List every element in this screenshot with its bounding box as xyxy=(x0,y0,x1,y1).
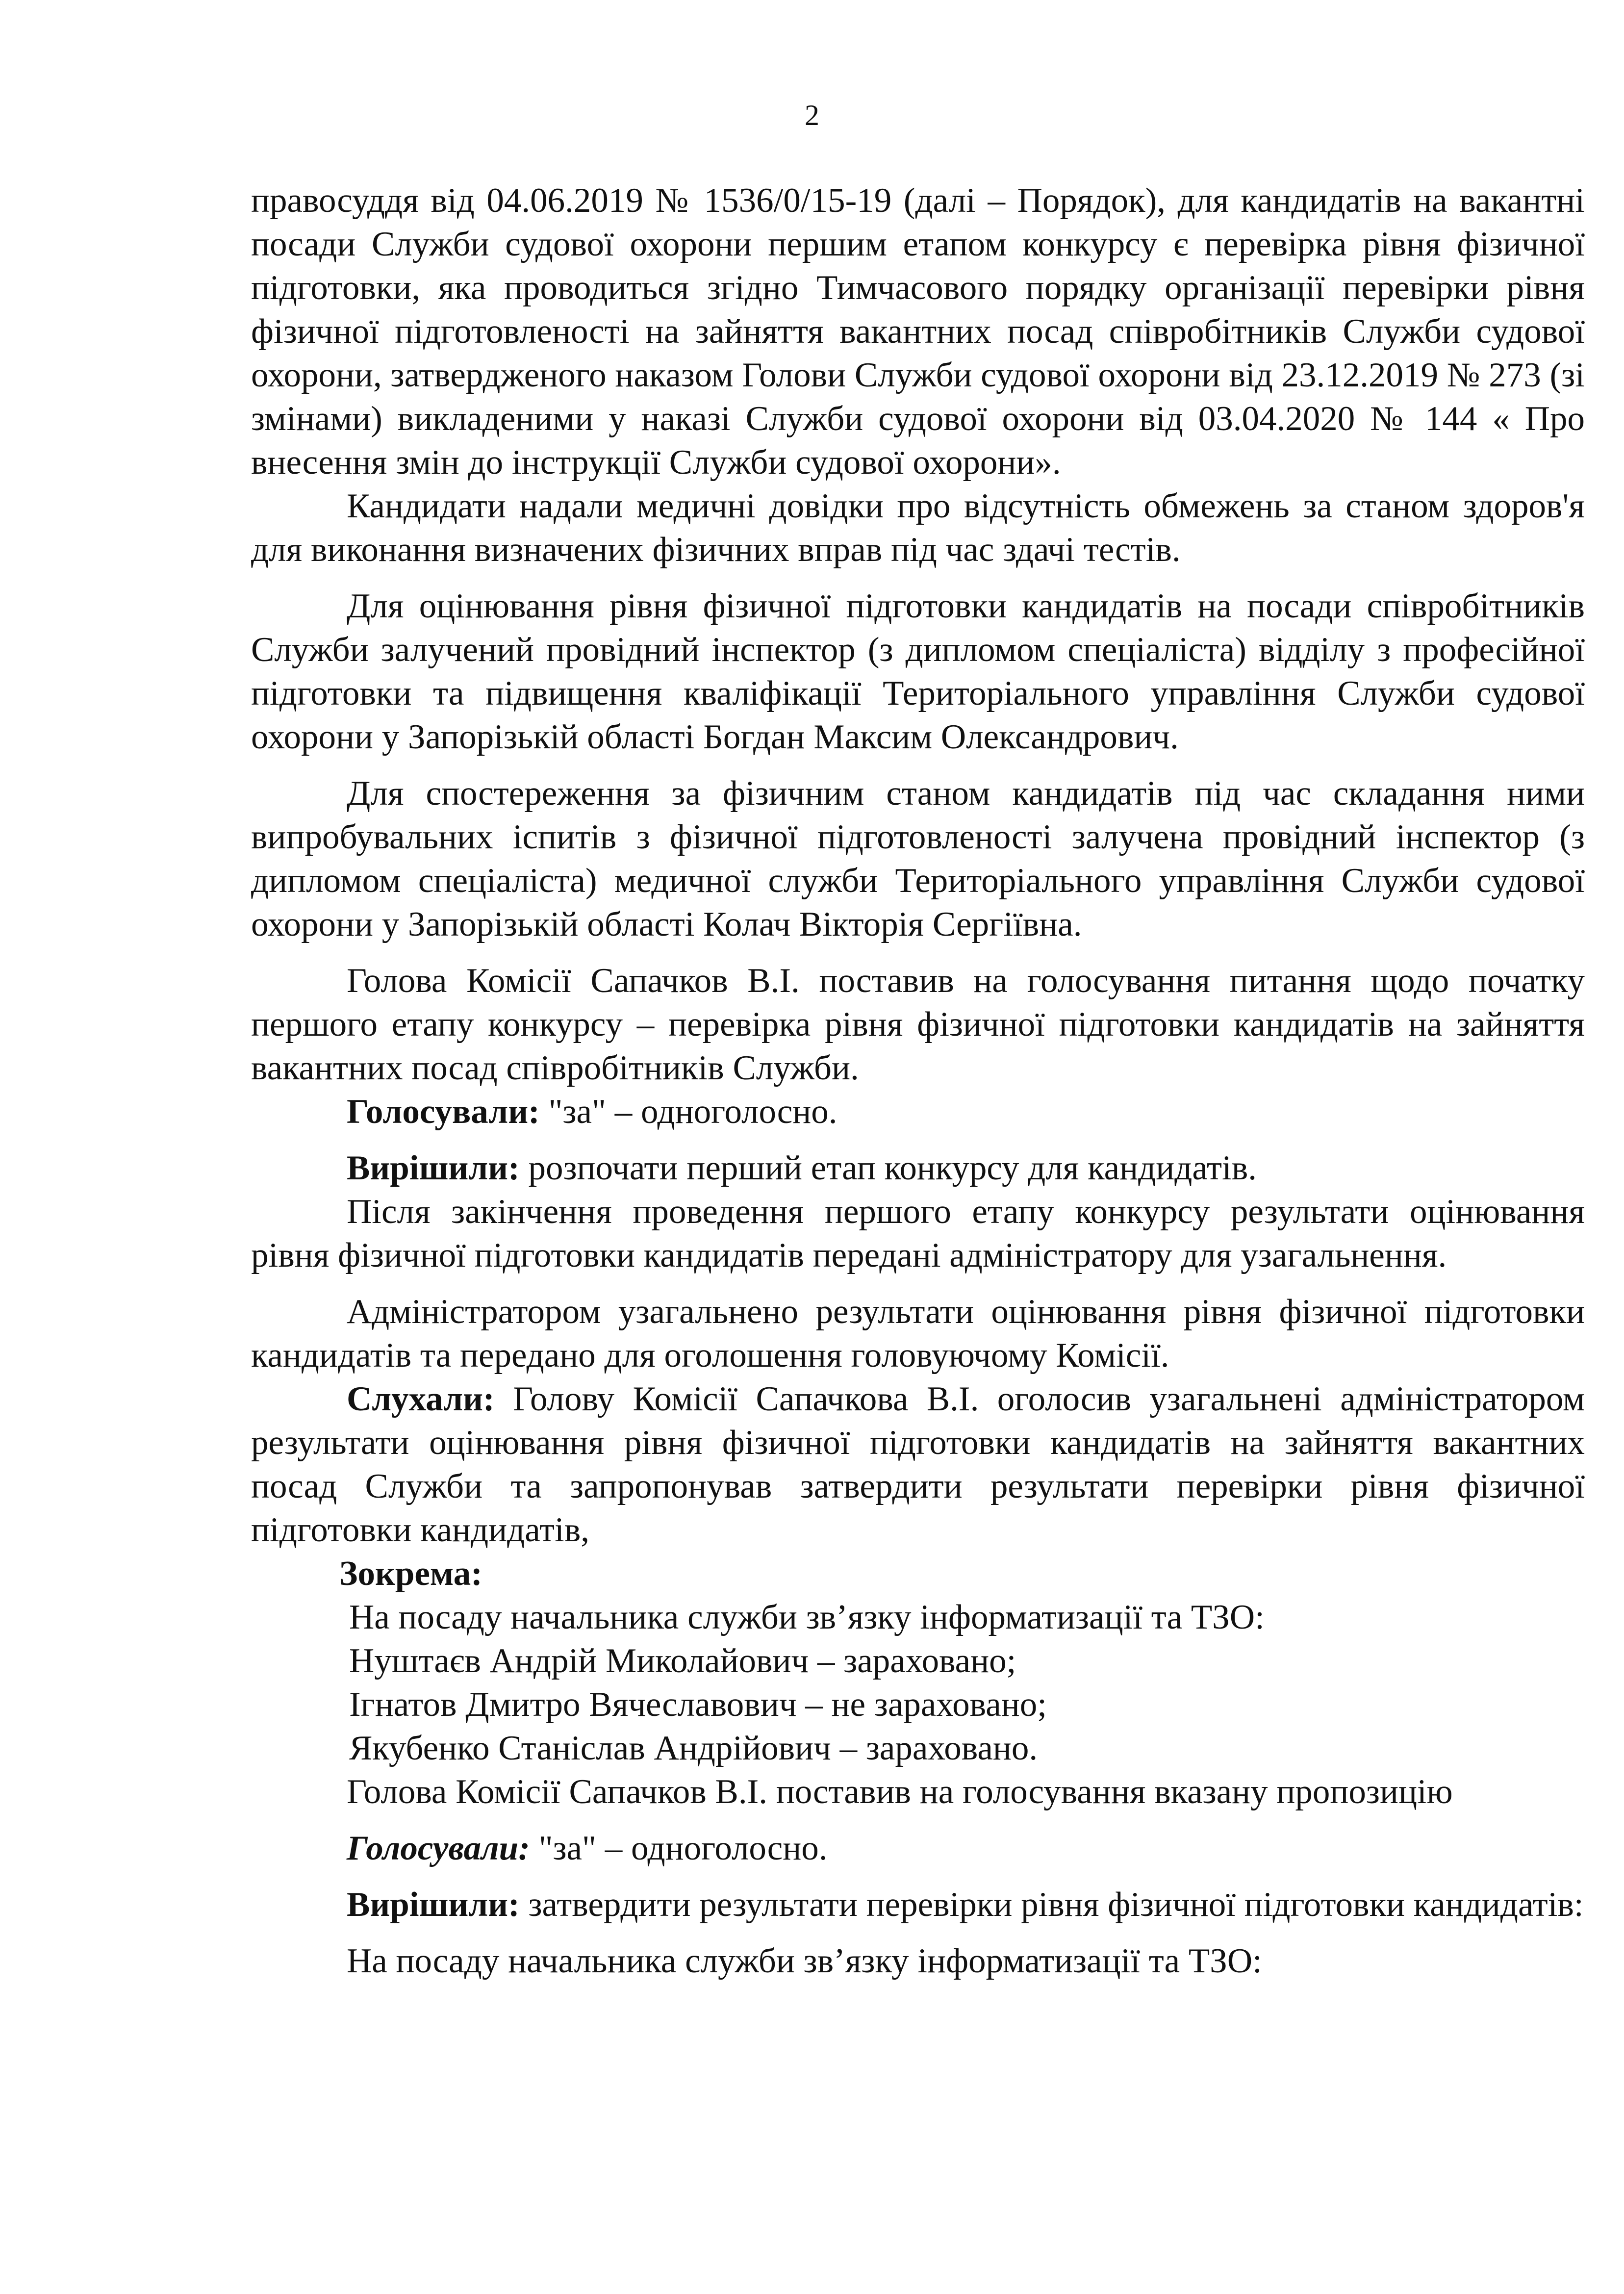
candidate-result-3: Якубенко Станіслав Андрійович – зараховано. xyxy=(349,1729,1038,1767)
paragraph-administrator-summary: Адміністратором узагальнено результати оцінювання рівня фізичної підготовки кандидатів та передано для оголошення головуючому Комісії. xyxy=(251,1293,1585,1375)
vote-text: "за" – одноголосно. xyxy=(539,1093,837,1131)
specifically-label: Зокрема: xyxy=(339,1555,482,1593)
vote-result-1 xyxy=(251,1090,1585,1134)
paragraph-procedure: правосуддя від 04.06.2019 № 1536/0/15-19 (далі – Порядок), для кандидатів на вакантні посади Служби судової охорони першим етапом конкурсу є перевірка рівня фізичної підготовки, яка проводиться згідно Тимчасового порядку організації перевірки рівня фізичної підготовленості на зайняття вакантних посад співробітників Служби судової охорони, затвердженого наказом Голови Служби судової охорони від 23.12.2019 № 273 (зі змінами) викладеними у наказі Служби судової охорони від 03.04.2020 № 144 « Про внесення змін до інструкції Служби судової охорони». xyxy=(251,181,1585,482)
decision-text: розпочати перший етап конкурсу для кандидатів. xyxy=(519,1149,1257,1187)
decision-label-2: Вирішили: xyxy=(347,1886,520,1924)
page-number: 2 xyxy=(805,99,819,131)
heard-paragraph xyxy=(251,1377,1585,1552)
decision-text-2: затвердити результати перевірки рівня фізичної підготовки кандидатів: xyxy=(519,1886,1584,1924)
position-line-2: На посаду начальника служби зв’язку інформатизації та ТЗО: xyxy=(347,1942,1262,1980)
decision-label: Вирішили: xyxy=(347,1149,520,1187)
vote-result-2 xyxy=(251,1827,1585,1870)
vote-label: Голосували: xyxy=(347,1093,540,1131)
specifically-heading xyxy=(251,1552,1585,1596)
heard-label: Слухали: xyxy=(347,1380,495,1418)
paragraph-fitness-evaluator: Для оцінювання рівня фізичної підготовки кандидатів на посади співробітників Служби залучений провідний інспектор (з дипломом спеціаліста) відділу з професійної підготовки та підвищення кваліфікації Територіального управління Служби судової охорони у Запорізькій області Богдан Максим Олександрович. xyxy=(251,587,1585,756)
vote-label-italic: Голосували: xyxy=(347,1829,530,1867)
candidate-result-1: Нуштаєв Андрій Миколайович – зараховано; xyxy=(349,1642,1016,1680)
paragraph-chair-vote-proposal: Голова Комісії Сапачков В.І. поставив на голосування вказану пропозицію xyxy=(347,1773,1453,1811)
paragraph-medical-certificates: Кандидати надали медичні довідки про відсутність обмежень за станом здоров'я для виконання визначених фізичних вправ під час здачі тестів. xyxy=(251,487,1585,569)
position-line: На посаду начальника служби зв’язку інформатизації та ТЗО: xyxy=(349,1598,1265,1636)
paragraph-stage-complete: Після закінчення проведення першого етапу конкурсу результати оцінювання рівня фізичної підготовки кандидатів передані адміністратору для узагальнення. xyxy=(251,1193,1585,1274)
vote-text-2: "за" – одноголосно. xyxy=(530,1829,828,1867)
document-body xyxy=(251,179,1585,1983)
paragraph-chair-vote-start: Голова Комісії Сапачков В.І. поставив на голосування питання щодо початку першого етапу конкурсу – перевірка рівня фізичної підготовки кандидатів на зайняття вакантних посад співробітників Служби. xyxy=(251,962,1585,1087)
decision-1 xyxy=(251,1147,1585,1190)
heard-text: Голову Комісії Сапачкова В.І. оголосив узагальнені адміністратором результати оцінювання рівня фізичної підготовки кандидатів на зайняття вакантних посад Служби та запропонував затвердити результати перевірки рівня фізичної підготовки кандидатів, xyxy=(251,1380,1585,1549)
decision-2 xyxy=(251,1883,1585,1927)
candidate-result-2: Ігнатов Дмитро Вячеславович – не зараховано; xyxy=(349,1685,1047,1724)
paragraph-medical-observer: Для спостереження за фізичним станом кандидатів під час складання ними випробувальних іспитів з фізичної підготовленості залучена провідний інспектор (з дипломом спеціаліста) медичної служби Територіального управління Служби судової охорони у Запорізькій області Колач Вікторія Сергіївна. xyxy=(251,774,1585,943)
